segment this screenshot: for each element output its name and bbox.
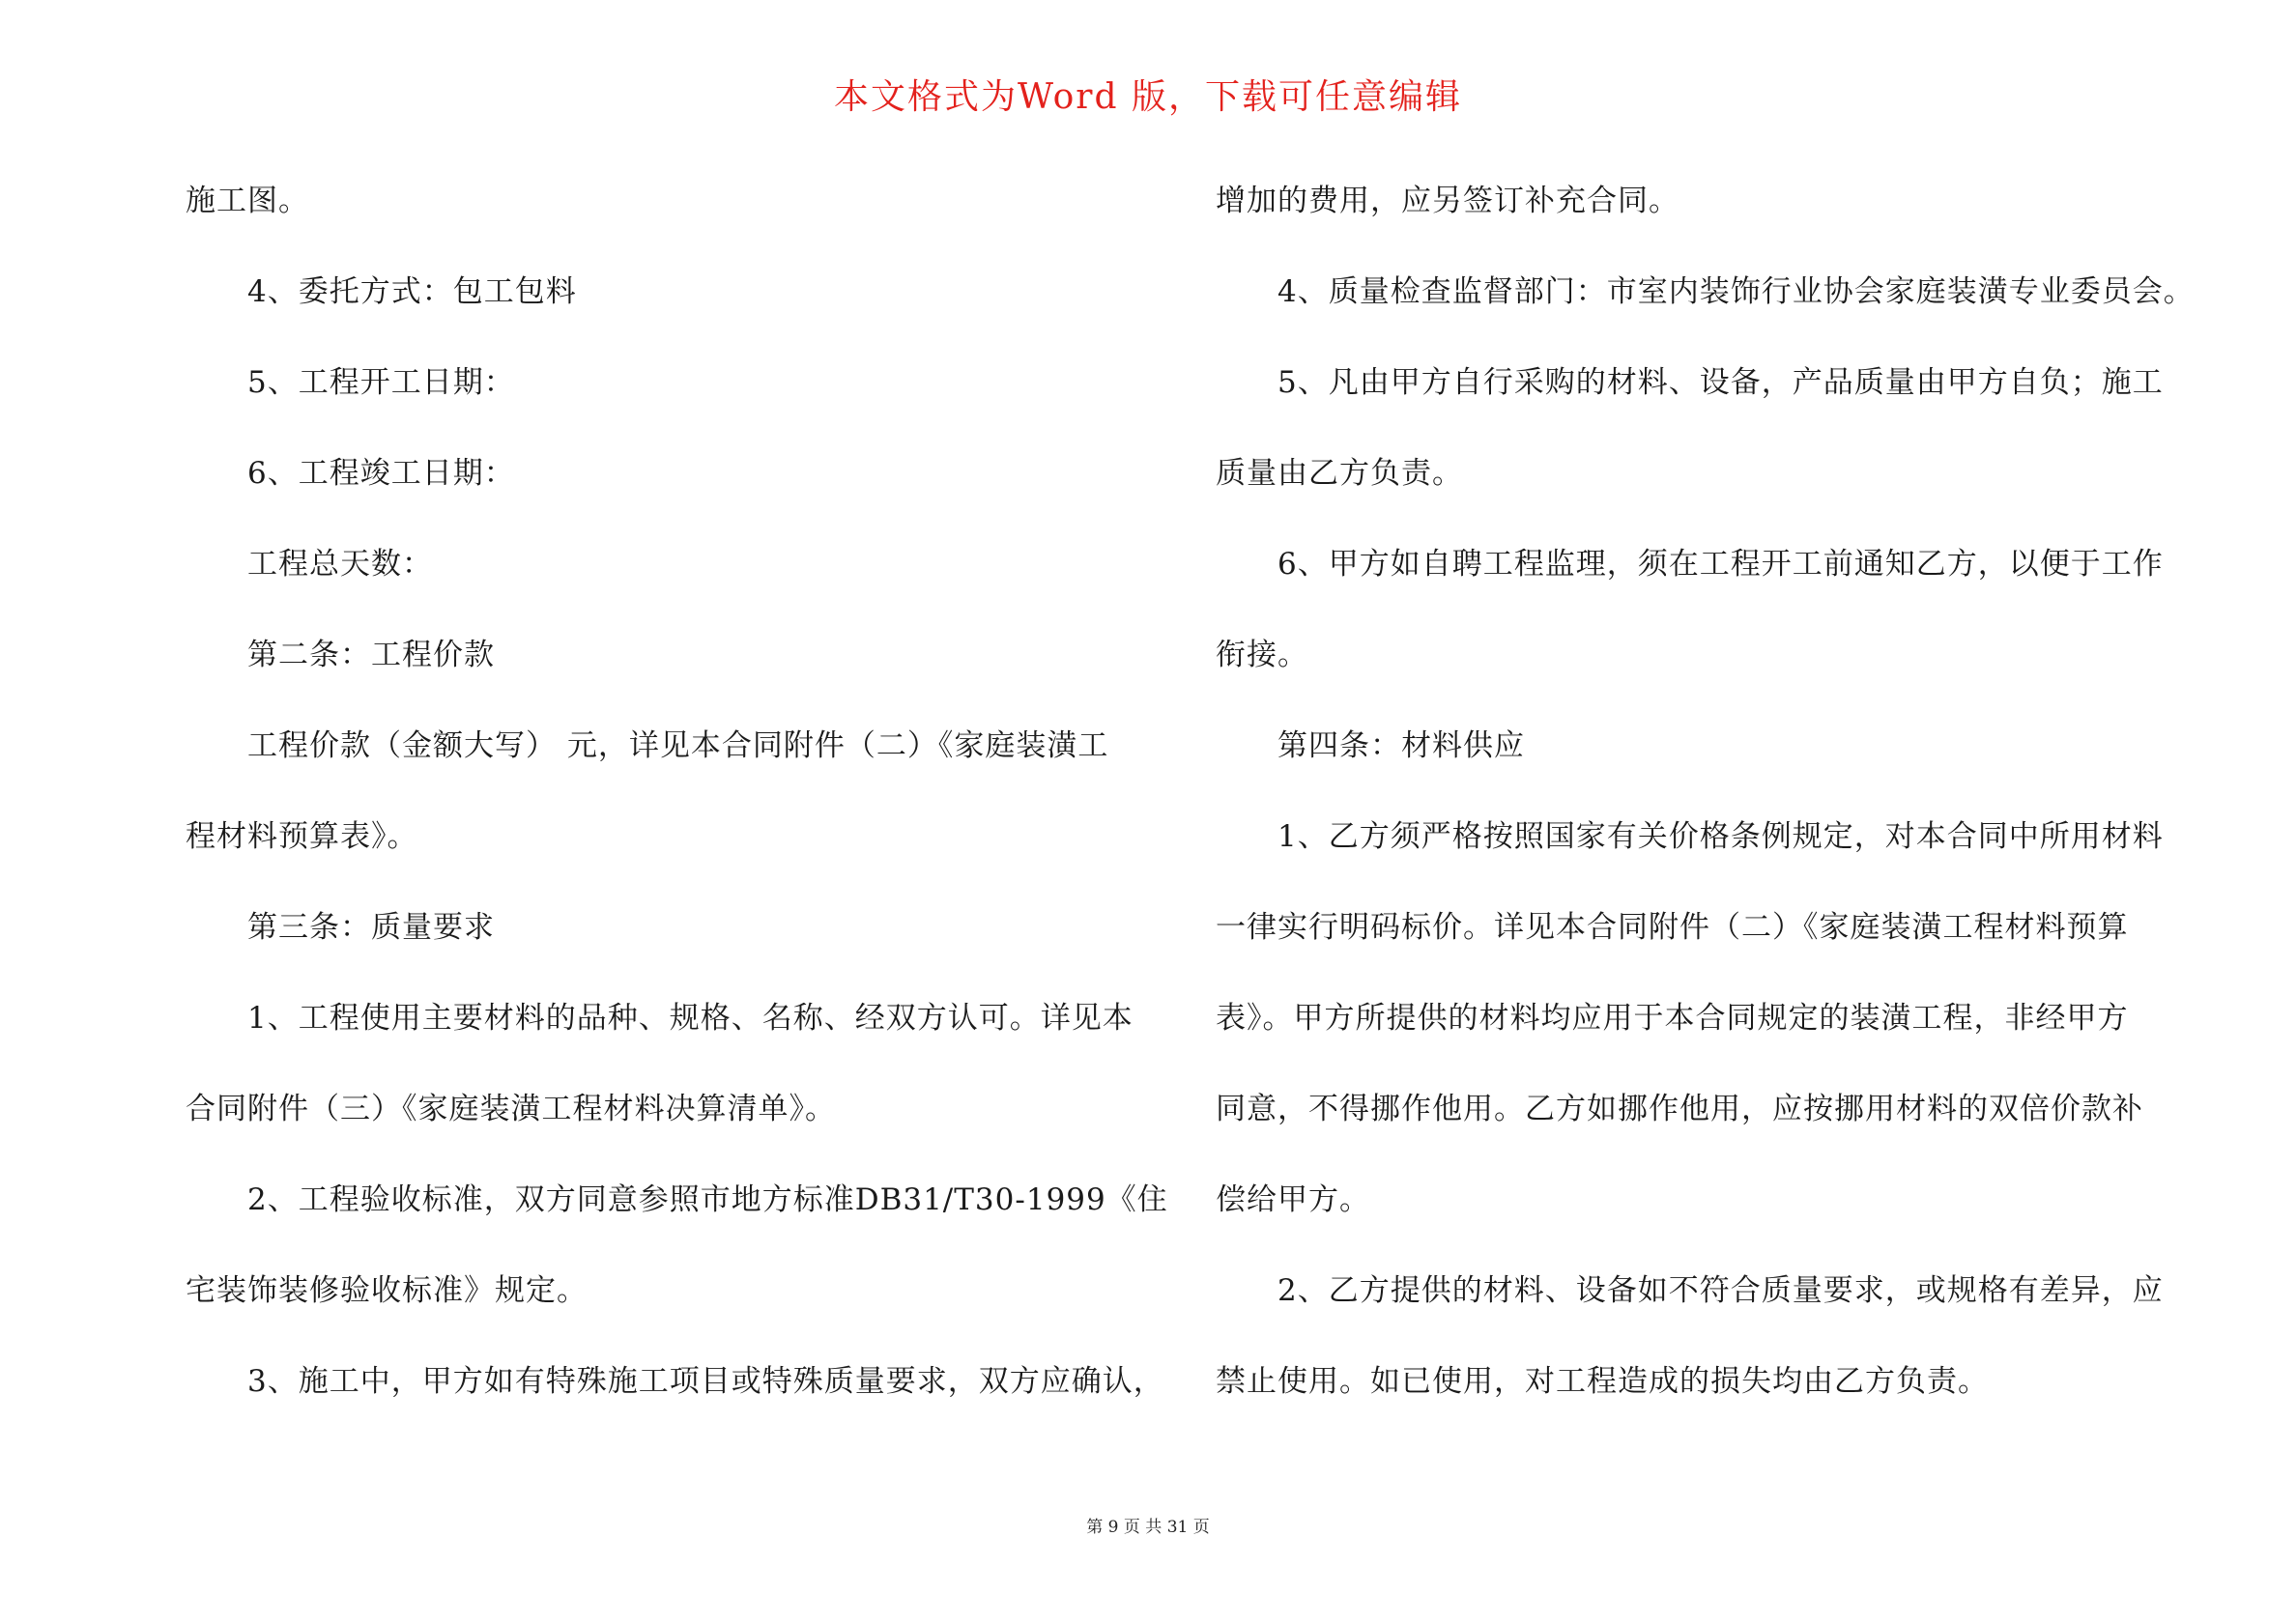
paragraph-line: 6、工程竣工日期： [247,456,515,491]
paragraph-line: 工程总天数： [247,547,433,582]
paragraph-line: 1、乙方须严格按照国家有关价格条例规定，对本合同中所用材料 [1277,819,2164,854]
paragraph-line: 质量由乙方负责。 [1216,456,1463,491]
right-text-column [1216,164,2195,1436]
paragraph-line: 2、乙方提供的材料、设备如不符合质量要求，或规格有差异，应 [1277,1273,2164,1308]
paragraph-line: 表》。甲方所提供的材料均应用于本合同规定的装潢工程，非经甲方 [1216,1001,2129,1036]
paragraph-line: 4、质量检查监督部门：市室内装饰行业协会家庭装潢专业委员会。 [1277,274,2195,309]
section-heading: 第二条：工程价款 [247,638,495,672]
paragraph-line: 程材料预算表》。 [186,819,418,854]
paragraph-line: 禁止使用。如已使用，对工程造成的损失均由乙方负责。 [1216,1364,1989,1399]
left-text-column [186,164,1168,1436]
paragraph-line: 合同附件（三）《家庭装潢工程材料决算清单》。 [186,1092,836,1126]
paragraph-line: 增加的费用，应另签订补充合同。 [1216,184,1679,218]
paragraph-line: 宅装饰装修验收标准》规定。 [186,1273,588,1308]
paragraph-line: 一律实行明码标价。详见本合同附件（二）《家庭装潢工程材料预算 [1216,910,2129,945]
paragraph-line: 1、工程使用主要材料的品种、规格、名称、经双方认可。详见本 [247,1001,1134,1036]
page-number-footer: 第 9 页 共 31 页 [1086,1518,1210,1537]
paragraph-line: 同意，不得挪作他用。乙方如挪作他用，应按挪用材料的双倍价款补 [1216,1092,2143,1126]
paragraph-line: 3、施工中，甲方如有特殊施工项目或特殊质量要求，双方应确认， [247,1364,1164,1399]
paragraph-line: 6、甲方如自聘工程监理，须在工程开工前通知乙方，以便于工作 [1277,547,2164,582]
section-heading: 第三条：质量要求 [247,910,495,945]
paragraph-line: 施工图。 [186,184,309,218]
paragraph-line: 5、工程开工日期： [247,365,515,400]
paragraph-line: 衔接。 [1216,638,1308,672]
document-header-notice: 本文格式为Word 版，下载可任意编辑 [834,77,1462,117]
paragraph-line: 5、凡由甲方自行采购的材料、设备，产品质量由甲方自负；施工 [1277,365,2164,400]
paragraph-line: 2、工程验收标准，双方同意参照市地方标准DB31/T30-1999《住 [247,1182,1168,1217]
paragraph-line: 偿给甲方。 [1216,1182,1370,1217]
section-heading: 第四条：材料供应 [1277,728,1525,763]
paragraph-line: 4、委托方式：包工包料 [247,274,577,309]
paragraph-line: 工程价款（金额大写） 元，详见本合同附件（二）《家庭装潢工 [247,728,1109,763]
